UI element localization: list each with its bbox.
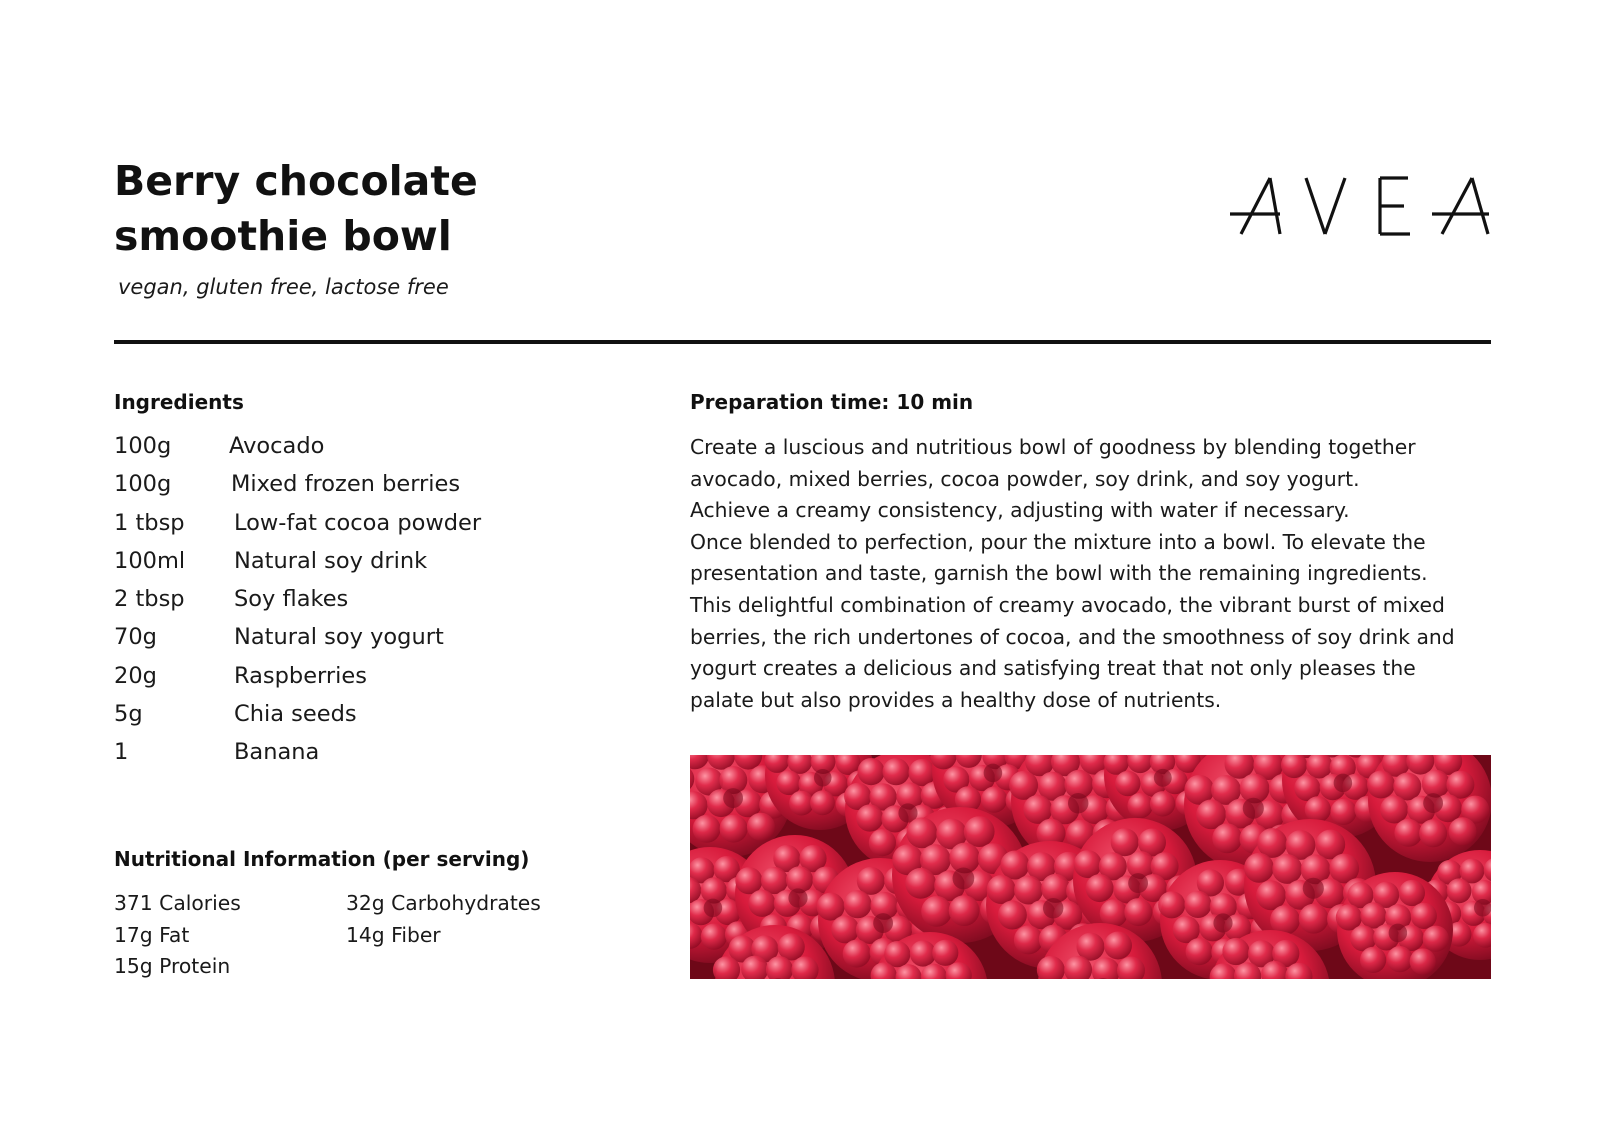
ingredient-qty: 5g	[114, 701, 143, 728]
recipe-title-line-2: smoothie bowl	[114, 212, 452, 260]
ingredients-heading: Ingredients	[114, 390, 244, 414]
ingredient-name: Avocado	[229, 433, 325, 459]
ingredient-row	[114, 733, 634, 771]
recipe-title	[114, 154, 634, 264]
preparation-line: palate but also provides a healthy dose of nutrients.	[690, 687, 1222, 712]
preparation-line: berries, the rich undertones of cocoa, and the smoothness of soy drink and	[690, 624, 1455, 649]
ingredient-name: Natural soy yogurt	[234, 624, 444, 651]
raspberries-photo	[690, 755, 1491, 979]
nutrition-item: 17g Fat	[114, 922, 190, 947]
preparation-line: presentation and taste, garnish the bowl with the remaining ingredients.	[690, 561, 1428, 586]
nutrition-heading: Nutritional Information (per serving)	[114, 847, 530, 871]
ingredient-row	[114, 695, 634, 733]
preparation-line: Create a luscious and nutritious bowl of goodness by blending together	[690, 435, 1416, 459]
nutrition-column-left	[114, 888, 241, 983]
ingredient-name: Natural soy drink	[234, 547, 428, 574]
preparation-text	[690, 432, 1500, 716]
nutrition-item: 32g Carbohydrates	[346, 891, 541, 915]
dietary-tags: vegan, gluten free, lactose free	[118, 275, 449, 299]
ingredient-name: Banana	[234, 739, 320, 766]
preparation-line: This delightful combination of creamy avocado, the vibrant burst of mixed	[690, 592, 1445, 617]
nutrition-column-right	[346, 888, 541, 951]
preparation-heading: Preparation time: 10 min	[690, 390, 974, 414]
ingredient-row	[114, 465, 634, 503]
ingredient-name: Low-fat cocoa powder	[234, 509, 482, 536]
ingredient-row	[114, 542, 634, 580]
preparation-line: avocado, mixed berries, cocoa powder, soy drink, and soy yogurt.	[690, 466, 1360, 491]
ingredients-list	[114, 427, 634, 772]
ingredient-row	[114, 504, 634, 542]
ingredient-name: Raspberries	[234, 662, 367, 689]
header-divider	[114, 340, 1491, 344]
ingredient-qty: 100g	[114, 471, 172, 498]
ingredient-name: Mixed frozen berries	[231, 471, 461, 498]
preparation-line: Once blended to perfection, pour the mixture into a bowl. To elevate the	[690, 529, 1426, 554]
avea-logo	[1230, 170, 1500, 254]
ingredient-qty: 100ml	[114, 547, 186, 574]
avea-logo-mark	[1230, 170, 1500, 254]
ingredient-qty: 20g	[114, 662, 157, 689]
preparation-line: yogurt creates a delicious and satisfying treat that not only pleases the	[690, 656, 1416, 681]
ingredient-qty: 2 tbsp	[114, 586, 185, 613]
ingredient-row	[114, 657, 634, 695]
nutrition-item: 371 Calories	[114, 891, 241, 915]
ingredient-name: Chia seeds	[234, 701, 357, 728]
recipe-title-line-1: Berry chocolate	[114, 157, 478, 205]
ingredient-qty: 70g	[114, 624, 157, 651]
nutrition-item: 14g Fiber	[346, 922, 441, 947]
raspberries-illustration	[690, 755, 1491, 979]
nutrition-item: 15g Protein	[114, 954, 231, 979]
ingredient-row	[114, 427, 634, 465]
ingredient-name: Soy flakes	[234, 586, 349, 613]
ingredient-qty: 1	[114, 739, 129, 766]
ingredient-row	[114, 580, 634, 618]
ingredient-row	[114, 618, 634, 656]
ingredient-qty: 100g	[114, 433, 172, 459]
ingredient-qty: 1 tbsp	[114, 509, 185, 536]
preparation-line: Achieve a creamy consistency, adjusting with water if necessary.	[690, 498, 1350, 523]
